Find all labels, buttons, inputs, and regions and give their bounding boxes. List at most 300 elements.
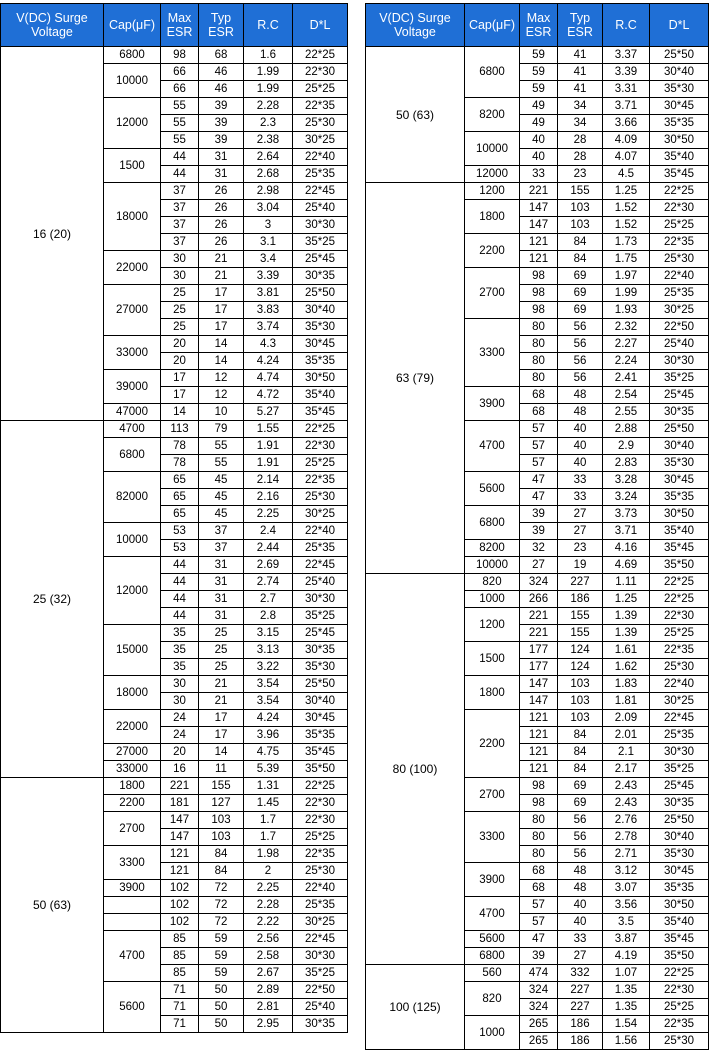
table-row <box>1 47 348 64</box>
dl-cell: 22*25 <box>650 965 709 982</box>
dl-cell: 30*35 <box>293 268 348 285</box>
capacitance-cell: 5600 <box>104 982 161 1033</box>
rc-cell: 2.58 <box>244 948 293 965</box>
rc-cell: 1.45 <box>244 795 293 812</box>
rc-cell: 2.41 <box>603 370 650 387</box>
capacitance-cell: 3900 <box>465 863 520 897</box>
dl-cell: 22*35 <box>293 98 348 115</box>
rc-cell: 3 <box>244 217 293 234</box>
rc-cell: 2.7 <box>244 591 293 608</box>
typ-esr-cell: 34 <box>558 115 603 132</box>
max-esr-cell: 102 <box>161 914 199 931</box>
typ-esr-cell: 103 <box>558 676 603 693</box>
dl-cell: 22*35 <box>293 472 348 489</box>
capacitance-cell: 12000 <box>104 98 161 149</box>
typ-esr-cell: 48 <box>558 863 603 880</box>
typ-esr-cell: 155 <box>558 183 603 200</box>
capacitance-cell: 2200 <box>104 795 161 812</box>
max-esr-cell: 80 <box>520 353 558 370</box>
max-esr-cell: 57 <box>520 438 558 455</box>
rc-cell: 3.56 <box>603 897 650 914</box>
dl-cell: 30*45 <box>650 863 709 880</box>
typ-esr-cell: 33 <box>558 931 603 948</box>
dl-cell: 22*40 <box>650 268 709 285</box>
dl-cell: 22*30 <box>650 608 709 625</box>
capacitance-cell: 22000 <box>104 710 161 744</box>
rc-cell: 3.73 <box>603 506 650 523</box>
dl-cell: 25*35 <box>650 727 709 744</box>
max-esr-cell: 57 <box>520 421 558 438</box>
dl-cell: 30*30 <box>650 353 709 370</box>
max-esr-cell: 65 <box>161 489 199 506</box>
rc-cell: 2.43 <box>603 778 650 795</box>
typ-esr-cell: 103 <box>558 200 603 217</box>
dl-cell: 22*50 <box>650 319 709 336</box>
capacitance-cell: 6800 <box>104 47 161 64</box>
max-esr-cell: 25 <box>161 302 199 319</box>
max-esr-cell: 39 <box>520 948 558 965</box>
typ-esr-cell: 50 <box>199 999 244 1016</box>
dl-cell: 22*35 <box>650 1016 709 1033</box>
max-esr-cell: 121 <box>161 846 199 863</box>
dl-cell: 30*40 <box>293 693 348 710</box>
rc-cell: 1.56 <box>603 1033 650 1050</box>
dl-cell: 35*45 <box>650 166 709 183</box>
typ-esr-cell: 39 <box>199 115 244 132</box>
dl-cell: 35*45 <box>293 744 348 761</box>
header-dl: D*L <box>650 4 709 47</box>
rc-cell: 3.07 <box>603 880 650 897</box>
typ-esr-cell: 33 <box>558 489 603 506</box>
typ-esr-cell: 34 <box>558 98 603 115</box>
rc-cell: 4.5 <box>603 166 650 183</box>
max-esr-cell: 57 <box>520 914 558 931</box>
capacitance-cell: 1500 <box>104 149 161 183</box>
max-esr-cell: 68 <box>520 387 558 404</box>
dl-cell: 22*25 <box>650 574 709 591</box>
rc-cell: 3.5 <box>603 914 650 931</box>
dl-cell: 25*40 <box>650 336 709 353</box>
rc-cell: 4.19 <box>603 948 650 965</box>
dl-cell: 30*40 <box>293 302 348 319</box>
typ-esr-cell: 103 <box>199 829 244 846</box>
capacitance-cell: 10000 <box>104 64 161 98</box>
max-esr-cell: 39 <box>520 523 558 540</box>
rc-cell: 2.14 <box>244 472 293 489</box>
typ-esr-cell: 23 <box>558 540 603 557</box>
typ-esr-cell: 55 <box>199 455 244 472</box>
dl-cell: 25*40 <box>293 200 348 217</box>
typ-esr-cell: 55 <box>199 438 244 455</box>
typ-esr-cell: 12 <box>199 370 244 387</box>
max-esr-cell: 102 <box>161 897 199 914</box>
rc-cell: 1.52 <box>603 200 650 217</box>
max-esr-cell: 98 <box>520 795 558 812</box>
typ-esr-cell: 45 <box>199 506 244 523</box>
typ-esr-cell: 69 <box>558 268 603 285</box>
capacitance-cell: 33000 <box>104 761 161 778</box>
dl-cell: 25*40 <box>293 999 348 1016</box>
typ-esr-cell: 50 <box>199 982 244 999</box>
typ-esr-cell: 27 <box>558 506 603 523</box>
rc-cell: 5.39 <box>244 761 293 778</box>
rc-cell: 1.07 <box>603 965 650 982</box>
dl-cell: 30*40 <box>650 64 709 81</box>
dl-cell: 25*35 <box>293 166 348 183</box>
typ-esr-cell: 56 <box>558 812 603 829</box>
dl-cell: 25*45 <box>650 387 709 404</box>
capacitance-cell: 3300 <box>465 812 520 863</box>
voltage-cell: 25 (32) <box>1 421 104 778</box>
rc-cell: 2.17 <box>603 761 650 778</box>
rc-cell: 3.87 <box>603 931 650 948</box>
dl-cell: 25*25 <box>650 999 709 1016</box>
max-esr-cell: 33 <box>520 166 558 183</box>
rc-cell: 4.74 <box>244 370 293 387</box>
typ-esr-cell: 227 <box>558 574 603 591</box>
max-esr-cell: 49 <box>520 115 558 132</box>
capacitance-cell: 12000 <box>465 166 520 183</box>
rc-cell: 3.13 <box>244 642 293 659</box>
dl-cell: 35*25 <box>650 761 709 778</box>
max-esr-cell: 68 <box>520 863 558 880</box>
typ-esr-cell: 56 <box>558 319 603 336</box>
max-esr-cell: 25 <box>161 285 199 302</box>
dl-cell: 25*45 <box>293 625 348 642</box>
dl-cell: 22*45 <box>293 557 348 574</box>
dl-cell: 30*50 <box>293 370 348 387</box>
dl-cell: 22*35 <box>650 234 709 251</box>
typ-esr-cell: 14 <box>199 744 244 761</box>
dl-cell: 35*50 <box>293 761 348 778</box>
rc-cell: 4.75 <box>244 744 293 761</box>
rc-cell: 3.1 <box>244 234 293 251</box>
typ-esr-cell: 21 <box>199 268 244 285</box>
max-esr-cell: 147 <box>161 829 199 846</box>
header-typ-esr: Typ ESR <box>558 4 603 47</box>
dl-cell: 35*30 <box>650 846 709 863</box>
capacitance-cell: 1200 <box>465 183 520 200</box>
dl-cell: 22*25 <box>293 47 348 64</box>
capacitance-cell: 47000 <box>104 404 161 421</box>
dl-cell: 25*45 <box>293 251 348 268</box>
typ-esr-cell: 127 <box>199 795 244 812</box>
max-esr-cell: 65 <box>161 506 199 523</box>
rc-cell: 3.66 <box>603 115 650 132</box>
typ-esr-cell: 84 <box>558 234 603 251</box>
table-row <box>366 965 709 982</box>
typ-esr-cell: 84 <box>558 744 603 761</box>
max-esr-cell: 17 <box>161 370 199 387</box>
max-esr-cell: 265 <box>520 1033 558 1050</box>
typ-esr-cell: 124 <box>558 659 603 676</box>
table-row <box>1 421 348 438</box>
dl-cell: 35*40 <box>650 914 709 931</box>
dl-cell: 22*25 <box>293 778 348 795</box>
dl-cell: 25*30 <box>650 659 709 676</box>
max-esr-cell: 121 <box>520 727 558 744</box>
max-esr-cell: 102 <box>161 880 199 897</box>
max-esr-cell: 221 <box>520 608 558 625</box>
max-esr-cell: 57 <box>520 455 558 472</box>
rc-cell: 1.25 <box>603 183 650 200</box>
rc-cell: 2.78 <box>603 829 650 846</box>
capacitance-cell: 82000 <box>104 472 161 523</box>
header-typ-esr: Typ ESR <box>199 4 244 47</box>
capacitance-cell <box>104 897 161 914</box>
typ-esr-cell: 155 <box>558 625 603 642</box>
dl-cell: 30*50 <box>650 897 709 914</box>
max-esr-cell: 47 <box>520 489 558 506</box>
max-esr-cell: 20 <box>161 336 199 353</box>
dl-cell: 35*45 <box>650 540 709 557</box>
rc-cell: 2.67 <box>244 965 293 982</box>
typ-esr-cell: 12 <box>199 387 244 404</box>
rc-cell: 3.74 <box>244 319 293 336</box>
rc-cell: 3.39 <box>244 268 293 285</box>
typ-esr-cell: 59 <box>199 931 244 948</box>
dl-cell: 25*40 <box>293 574 348 591</box>
capacitance-cell: 4700 <box>465 421 520 472</box>
dl-cell: 35*25 <box>293 965 348 982</box>
dl-cell: 25*30 <box>293 489 348 506</box>
typ-esr-cell: 21 <box>199 676 244 693</box>
header-max-esr: Max ESR <box>520 4 558 47</box>
max-esr-cell: 121 <box>520 710 558 727</box>
dl-cell: 30*30 <box>293 591 348 608</box>
typ-esr-cell: 46 <box>199 64 244 81</box>
rc-cell: 3.71 <box>603 98 650 115</box>
max-esr-cell: 53 <box>161 540 199 557</box>
max-esr-cell: 98 <box>520 302 558 319</box>
dl-cell: 22*35 <box>650 642 709 659</box>
typ-esr-cell: 40 <box>558 438 603 455</box>
max-esr-cell: 66 <box>161 64 199 81</box>
typ-esr-cell: 26 <box>199 200 244 217</box>
dl-cell: 30*25 <box>293 914 348 931</box>
rc-cell: 1.99 <box>244 81 293 98</box>
dl-cell: 25*25 <box>650 625 709 642</box>
dl-cell: 35*40 <box>650 149 709 166</box>
typ-esr-cell: 69 <box>558 795 603 812</box>
typ-esr-cell: 48 <box>558 387 603 404</box>
rc-cell: 2.89 <box>244 982 293 999</box>
typ-esr-cell: 37 <box>199 540 244 557</box>
typ-esr-cell: 26 <box>199 217 244 234</box>
max-esr-cell: 177 <box>520 642 558 659</box>
max-esr-cell: 66 <box>161 81 199 98</box>
capacitance-cell: 820 <box>465 574 520 591</box>
rc-cell: 1.91 <box>244 455 293 472</box>
capacitance-cell: 3300 <box>465 319 520 387</box>
dl-cell: 25*50 <box>650 421 709 438</box>
dl-cell: 22*30 <box>293 795 348 812</box>
max-esr-cell: 20 <box>161 744 199 761</box>
dl-cell: 35*30 <box>293 659 348 676</box>
typ-esr-cell: 56 <box>558 829 603 846</box>
spec-table-right <box>365 3 709 1050</box>
rc-cell: 3.54 <box>244 693 293 710</box>
dl-cell: 35*35 <box>293 727 348 744</box>
typ-esr-cell: 186 <box>558 1016 603 1033</box>
rc-cell: 2.01 <box>603 727 650 744</box>
max-esr-cell: 53 <box>161 523 199 540</box>
typ-esr-cell: 23 <box>558 166 603 183</box>
typ-esr-cell: 84 <box>558 251 603 268</box>
dl-cell: 22*30 <box>293 438 348 455</box>
typ-esr-cell: 84 <box>558 727 603 744</box>
dl-cell: 35*30 <box>650 455 709 472</box>
rc-cell: 2.28 <box>244 98 293 115</box>
max-esr-cell: 265 <box>520 1016 558 1033</box>
max-esr-cell: 44 <box>161 574 199 591</box>
max-esr-cell: 55 <box>161 98 199 115</box>
dl-cell: 22*30 <box>293 812 348 829</box>
capacitance-cell: 1800 <box>104 778 161 795</box>
typ-esr-cell: 17 <box>199 727 244 744</box>
max-esr-cell: 78 <box>161 438 199 455</box>
max-esr-cell: 68 <box>520 880 558 897</box>
dl-cell: 25*50 <box>293 676 348 693</box>
rc-cell: 3.71 <box>603 523 650 540</box>
max-esr-cell: 65 <box>161 472 199 489</box>
rc-cell: 1.61 <box>603 642 650 659</box>
max-esr-cell: 147 <box>520 200 558 217</box>
max-esr-cell: 121 <box>520 744 558 761</box>
rc-cell: 1.54 <box>603 1016 650 1033</box>
dl-cell: 22*40 <box>293 523 348 540</box>
capacitance-cell: 39000 <box>104 370 161 404</box>
header-rc: R.C <box>603 4 650 47</box>
typ-esr-cell: 103 <box>558 217 603 234</box>
capacitance-cell: 2200 <box>465 710 520 778</box>
typ-esr-cell: 84 <box>199 846 244 863</box>
dl-cell: 30*35 <box>650 795 709 812</box>
max-esr-cell: 17 <box>161 387 199 404</box>
rc-cell: 3.81 <box>244 285 293 302</box>
dl-cell: 30*50 <box>650 132 709 149</box>
max-esr-cell: 32 <box>520 540 558 557</box>
max-esr-cell: 98 <box>520 285 558 302</box>
capacitance-cell: 5600 <box>465 472 520 506</box>
max-esr-cell: 37 <box>161 217 199 234</box>
dl-cell: 35*45 <box>293 404 348 421</box>
rc-cell: 1.7 <box>244 812 293 829</box>
capacitance-cell: 33000 <box>104 336 161 370</box>
rc-cell: 1.73 <box>603 234 650 251</box>
voltage-cell: 100 (125) <box>366 965 465 1050</box>
max-esr-cell: 71 <box>161 999 199 1016</box>
max-esr-cell: 25 <box>161 319 199 336</box>
rc-cell: 2.95 <box>244 1016 293 1033</box>
rc-cell: 3.22 <box>244 659 293 676</box>
rc-cell: 4.16 <box>603 540 650 557</box>
capacitance-cell: 4700 <box>104 421 161 438</box>
rc-cell: 3.24 <box>603 489 650 506</box>
max-esr-cell: 147 <box>520 676 558 693</box>
capacitance-cell: 8200 <box>465 540 520 557</box>
dl-cell: 30*45 <box>293 710 348 727</box>
typ-esr-cell: 72 <box>199 880 244 897</box>
typ-esr-cell: 227 <box>558 982 603 999</box>
typ-esr-cell: 56 <box>558 353 603 370</box>
capacitance-cell: 2200 <box>465 234 520 268</box>
voltage-cell: 63 (79) <box>366 183 465 574</box>
dl-cell: 25*50 <box>650 47 709 64</box>
max-esr-cell: 80 <box>520 319 558 336</box>
dl-cell: 30*25 <box>293 506 348 523</box>
dl-cell: 30*45 <box>293 336 348 353</box>
max-esr-cell: 113 <box>161 421 199 438</box>
rc-cell: 4.69 <box>603 557 650 574</box>
dl-cell: 22*40 <box>293 880 348 897</box>
dl-cell: 22*40 <box>650 676 709 693</box>
rc-cell: 2.9 <box>603 438 650 455</box>
rc-cell: 3.28 <box>603 472 650 489</box>
rc-cell: 1.35 <box>603 982 650 999</box>
rc-cell: 1.6 <box>244 47 293 64</box>
typ-esr-cell: 25 <box>199 642 244 659</box>
table-body-left <box>1 47 348 1033</box>
rc-cell: 1.83 <box>603 676 650 693</box>
typ-esr-cell: 79 <box>199 421 244 438</box>
typ-esr-cell: 27 <box>558 523 603 540</box>
table-body-right <box>366 47 709 1050</box>
capacitance-cell: 1000 <box>465 591 520 608</box>
typ-esr-cell: 50 <box>199 1016 244 1033</box>
header-max-esr: Max ESR <box>161 4 199 47</box>
capacitance-cell: 27000 <box>104 744 161 761</box>
max-esr-cell: 57 <box>520 897 558 914</box>
typ-esr-cell: 10 <box>199 404 244 421</box>
table-row <box>366 183 709 200</box>
rc-cell: 1.62 <box>603 659 650 676</box>
max-esr-cell: 80 <box>520 846 558 863</box>
typ-esr-cell: 31 <box>199 149 244 166</box>
typ-esr-cell: 25 <box>199 659 244 676</box>
max-esr-cell: 20 <box>161 353 199 370</box>
voltage-cell: 50 (63) <box>366 47 465 183</box>
max-esr-cell: 47 <box>520 472 558 489</box>
capacitance-cell: 3900 <box>104 880 161 897</box>
rc-cell: 2.55 <box>603 404 650 421</box>
dl-cell: 25*25 <box>293 829 348 846</box>
rc-cell: 3.54 <box>244 676 293 693</box>
capacitance-cell: 820 <box>465 982 520 1016</box>
max-esr-cell: 147 <box>161 812 199 829</box>
rc-cell: 4.3 <box>244 336 293 353</box>
typ-esr-cell: 124 <box>558 642 603 659</box>
max-esr-cell: 40 <box>520 149 558 166</box>
dl-cell: 22*45 <box>650 710 709 727</box>
capacitance-cell: 8200 <box>465 98 520 132</box>
typ-esr-cell: 48 <box>558 880 603 897</box>
typ-esr-cell: 45 <box>199 489 244 506</box>
dl-cell: 22*30 <box>650 200 709 217</box>
max-esr-cell: 37 <box>161 234 199 251</box>
capacitance-cell: 18000 <box>104 183 161 251</box>
typ-esr-cell: 26 <box>199 234 244 251</box>
capacitance-cell: 5600 <box>465 931 520 948</box>
rc-cell: 2.54 <box>603 387 650 404</box>
capacitance-cell: 15000 <box>104 625 161 676</box>
dl-cell: 30*35 <box>293 1016 348 1033</box>
dl-cell: 25*45 <box>650 778 709 795</box>
rc-cell: 3.83 <box>244 302 293 319</box>
dl-cell: 25*25 <box>293 455 348 472</box>
dl-cell: 25*50 <box>650 812 709 829</box>
dl-cell: 35*45 <box>650 931 709 948</box>
